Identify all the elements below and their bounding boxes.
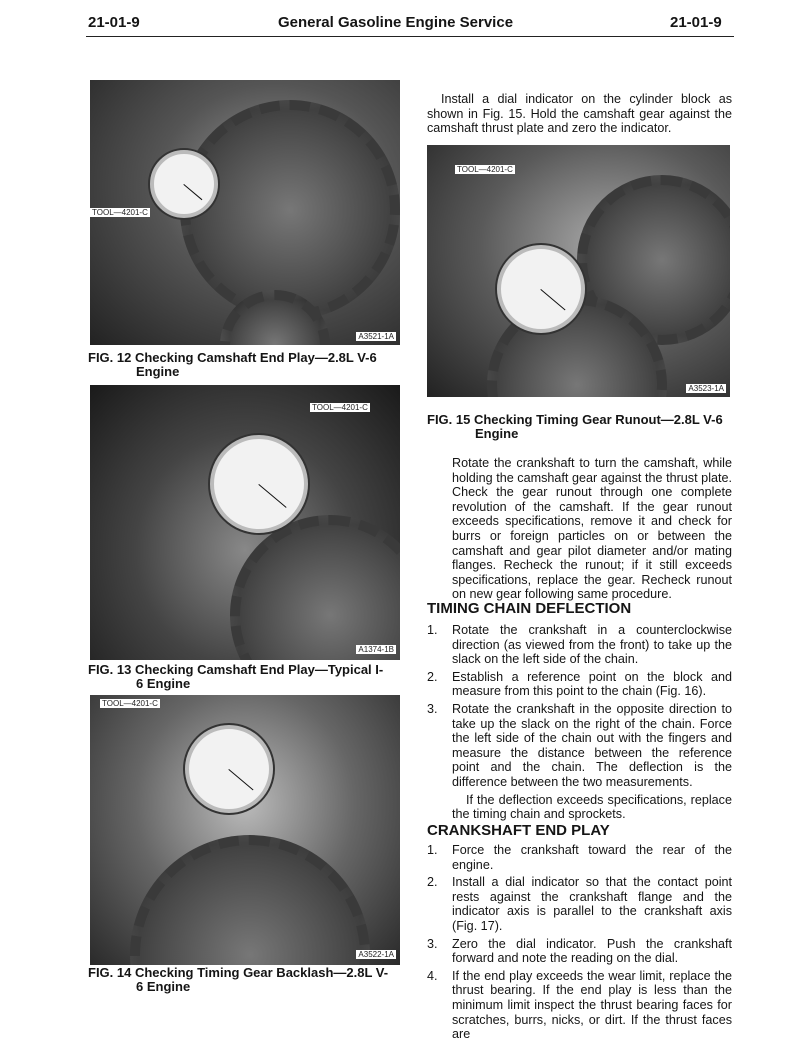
fig15-photo xyxy=(427,145,730,397)
section-heading: CRANKSHAFT END PLAY xyxy=(427,822,610,839)
list-item: 3. Zero the dial indicator. Push the crankshaft forward and note the reading on the dial. xyxy=(427,936,732,966)
caption-line: Engine xyxy=(136,364,180,379)
figure-code: A3522-1A xyxy=(358,950,394,959)
timing-chain-steps xyxy=(427,623,732,822)
page-number-left: 21-01-9 xyxy=(88,14,140,31)
caption-line: FIG. 12 Checking Camshaft End Play—2.8L V-6 xyxy=(88,350,377,365)
page-number-right: 21-01-9 xyxy=(670,14,722,31)
tool-label: TOOL—4201-C xyxy=(457,165,513,174)
fig13-caption xyxy=(88,663,408,691)
figure-code: A1374-1B xyxy=(358,645,394,654)
fig12-caption xyxy=(88,351,408,379)
caption-line: FIG. 15 Checking Timing Gear Runout—2.8L V-6 xyxy=(427,412,723,427)
list-item: 2. Install a dial indicator so that the contact point rests against the crankshaft flange and the indicator axis is parallel to the crankshaft axis (Fig. 17). xyxy=(427,875,732,933)
fig14-caption xyxy=(88,966,408,994)
caption-line: FIG. 14 Checking Timing Gear Backlash—2.8L V- xyxy=(88,965,389,980)
intro-paragraph: Install a dial indicator on the cylinder block as shown in Fig. 15. Hold the camshaft gear against the camshaft thrust plate and zero the indicator. xyxy=(427,92,732,136)
list-item: 2. Establish a reference point on the block and measure from this point to the chain (Fig. 16). xyxy=(427,669,732,699)
figure-code: A3523-1A xyxy=(688,384,724,393)
caption-line: 6 Engine xyxy=(136,676,191,691)
fig13-photo xyxy=(90,385,400,660)
tool-label: TOOL—4201-C xyxy=(102,699,158,708)
fig14-photo xyxy=(90,695,400,965)
caption-line: Engine xyxy=(475,426,519,441)
tool-label: TOOL—4201-C xyxy=(312,403,368,412)
note-paragraph: If the deflection exceeds specifications, replace the timing chain and sprockets. xyxy=(452,792,732,822)
figure-code: A3521-1A xyxy=(358,332,394,341)
tool-label: TOOL—4201-C xyxy=(92,208,148,217)
caption-line: 6 Engine xyxy=(136,979,191,994)
fig12-photo xyxy=(90,80,400,345)
header-rule xyxy=(86,36,734,37)
crankshaft-steps xyxy=(427,843,732,1045)
list-item: 1. Force the crankshaft toward the rear of the engine. xyxy=(427,843,732,872)
list-item: 4. If the end play exceeds the wear limit, replace the thrust bearing. If the end play is less than the minimum limit inspect the thrust bearing faces for scratches, burrs, nicks, or dirt. If the thrust faces are xyxy=(427,968,732,1042)
section-heading: TIMING CHAIN DEFLECTION xyxy=(427,600,632,617)
list-item: 3. Rotate the crankshaft in the opposite direction to take up the slack on the right of the chain. Force the left side of the chain out with the fingers and measure the distance between the reference point and the chain. The deflection is the difference between the two measurements. xyxy=(427,701,732,789)
fig15-caption xyxy=(427,413,747,441)
runout-paragraph: Rotate the crankshaft to turn the camshaft, while holding the camshaft gear against the thrust plate. Check the gear runout through one complete revolution of the camshaft. If the gear runout exceeds specifications, remove it and check for burrs or foreign particles on or between the camshaft and gear pilot diameter and/or mating flanges. Recheck the runout; if it still exceeds specifications, replace the gear. Recheck runout on new gear following same procedure. xyxy=(452,456,732,602)
caption-line: FIG. 13 Checking Camshaft End Play—Typical I- xyxy=(88,662,384,677)
running-title: General Gasoline Engine Service xyxy=(277,14,514,31)
list-item: 1. Rotate the crankshaft in a counterclockwise direction (as viewed from the front) to take up the slack on the left side of the chain. xyxy=(427,623,732,667)
